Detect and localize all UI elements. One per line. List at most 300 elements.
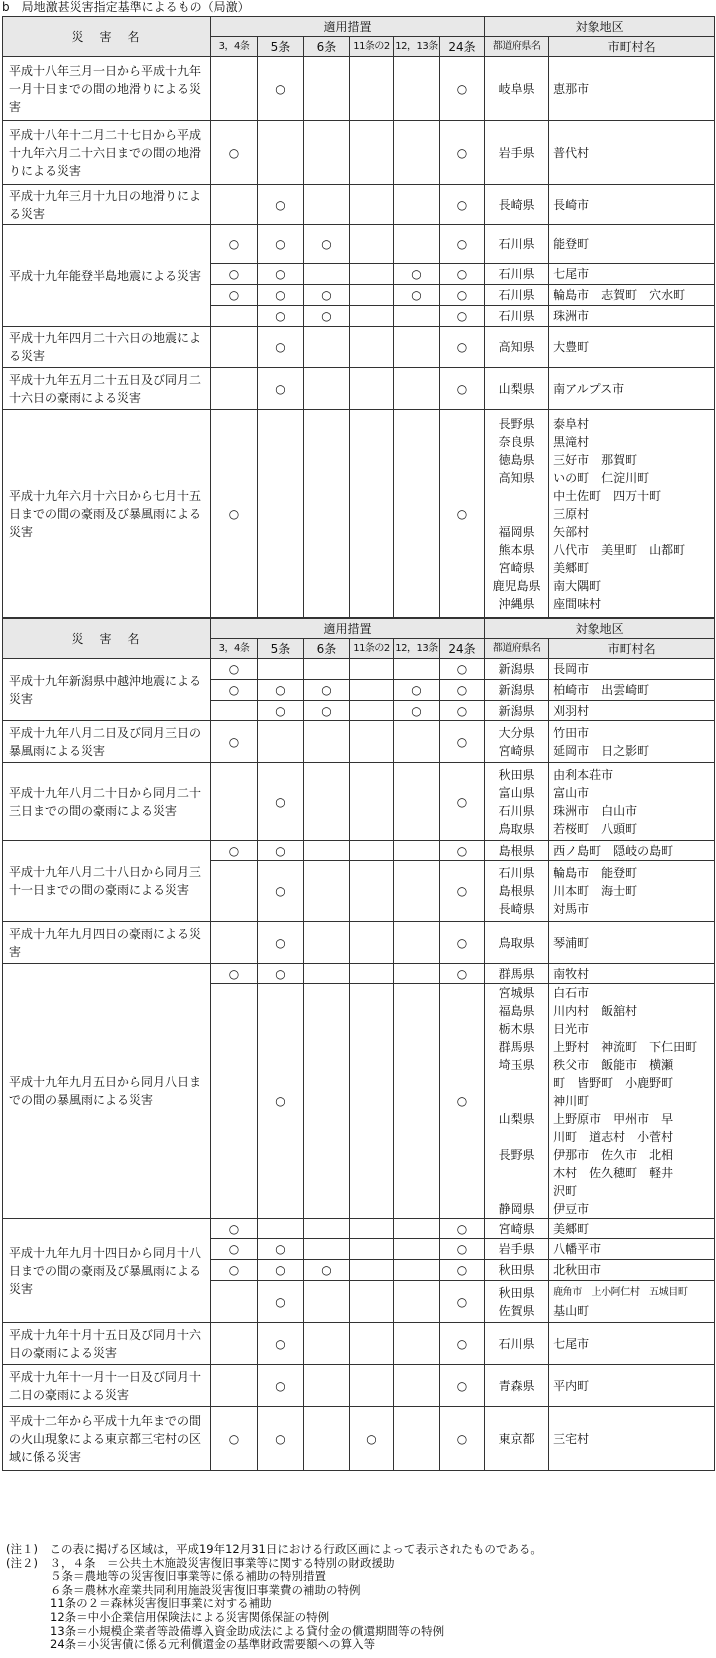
municipality-cell <box>549 964 715 984</box>
prefecture-name: 熊本県 <box>498 542 535 557</box>
measure-cell <box>258 964 304 984</box>
municipality-name: 恵那市 <box>553 81 590 96</box>
measure-cell <box>394 721 440 763</box>
prefecture-name: 岐阜県 <box>498 81 535 96</box>
circle-mark: ○ <box>456 935 468 950</box>
disaster-name: 平成十九年四月二十六日の地震による災害 <box>3 327 211 368</box>
prefecture-cell <box>485 410 549 618</box>
measure-cell <box>304 264 350 285</box>
disaster-name: 平成十九年能登半島地震による災害 <box>3 225 211 327</box>
prefecture-name <box>485 1164 548 1182</box>
municipality-name: 輪島市 志賀町 穴水町 <box>553 288 686 302</box>
municipality-name: 竹田市 <box>553 725 590 740</box>
circle-mark: ○ <box>456 1294 468 1309</box>
circle-mark: ○ <box>411 683 422 697</box>
measure-cell <box>211 922 258 964</box>
measure-cell <box>211 1365 258 1407</box>
circle-mark: ○ <box>456 683 468 697</box>
municipality-name: 日光市 <box>553 1022 590 1036</box>
prefecture-cell <box>485 763 549 841</box>
prefecture-cell <box>485 57 549 121</box>
measure-cell <box>258 1260 304 1281</box>
header-measure-col: 5条 <box>258 37 304 57</box>
circle-mark: ○ <box>321 1263 332 1277</box>
circle-mark: ○ <box>275 1336 286 1351</box>
measure-cell <box>304 861 350 922</box>
measure-cell <box>350 763 394 841</box>
measure-cell <box>304 680 350 701</box>
municipality-name: 長岡市 <box>553 662 590 676</box>
measure-cell <box>211 327 258 368</box>
municipality-cell <box>549 659 715 680</box>
measure-cell <box>440 984 485 1219</box>
circle-mark: ○ <box>456 145 468 160</box>
measure-cell <box>350 1260 394 1281</box>
measure-cell <box>394 861 440 922</box>
circle-mark: ○ <box>321 309 332 323</box>
measure-cell <box>304 285 350 306</box>
measure-cell <box>258 285 304 306</box>
measure-cell <box>350 1407 394 1471</box>
measure-cell <box>211 701 258 721</box>
disaster-name: 平成十九年九月十四日から同月十八日までの間の豪雨及び暴風雨による災害 <box>3 1219 211 1323</box>
measure-cell <box>394 659 440 680</box>
municipality-cell <box>549 225 715 264</box>
measure-cell <box>211 410 258 618</box>
prefecture-name: 鹿児島県 <box>492 578 541 593</box>
prefecture-name: 栃木県 <box>498 1022 535 1036</box>
header-municipality: 市町村名 <box>549 37 715 57</box>
municipality-cell <box>549 57 715 121</box>
prefecture-name: 島根県 <box>498 884 535 898</box>
municipality-name: 普代村 <box>553 145 590 160</box>
measure-cell <box>304 984 350 1219</box>
measure-cell <box>258 225 304 264</box>
municipality-name: 延岡市 日之影町 <box>553 743 650 758</box>
municipality-cell <box>549 185 715 225</box>
measure-cell <box>211 1239 258 1260</box>
measure-cell <box>350 1219 394 1239</box>
table-row <box>3 225 715 264</box>
prefecture-name: 岩手県 <box>498 1242 535 1256</box>
circle-mark: ○ <box>275 884 286 898</box>
measure-cell <box>350 721 394 763</box>
measure-cell <box>394 185 440 225</box>
municipality-name: 秩父市 飯能市 横瀬 <box>553 1058 674 1072</box>
municipality-name: いの町 仁淀川町 <box>553 470 650 485</box>
measure-cell <box>350 1239 394 1260</box>
measure-cell <box>258 121 304 185</box>
header-disaster-name: 災 害 名 <box>3 17 211 57</box>
municipality-name: 矢部村 <box>553 524 590 539</box>
measure-cell <box>258 984 304 1219</box>
municipality-name: 七尾市 <box>553 267 590 281</box>
table-row <box>3 964 715 984</box>
header-measures: 適用措置 <box>211 619 485 639</box>
measure-cell <box>440 964 485 984</box>
circle-mark: ○ <box>275 1263 286 1277</box>
prefecture-cell <box>485 121 549 185</box>
measure-cell <box>440 121 485 185</box>
prefecture-name: 沖縄県 <box>498 596 535 611</box>
measure-cell <box>350 225 394 264</box>
prefecture-name <box>485 505 548 523</box>
municipality-name: 川内村 飯舘村 <box>553 1004 638 1018</box>
municipality-name: 中土佐町 四万十町 <box>553 488 662 503</box>
prefecture-name: 奈良県 <box>498 434 535 449</box>
disaster-name: 平成十八年十二月二十七日から平成十九年六月二十六日までの間の地滑りによる災害 <box>3 121 211 185</box>
header-measure-col: 12，13条 <box>394 37 440 57</box>
circle-mark: ○ <box>275 935 286 950</box>
measure-cell <box>394 964 440 984</box>
circle-mark: ○ <box>275 381 286 396</box>
municipality-name: 伊那市 佐久市 北相 <box>553 1148 674 1162</box>
municipality-name: 大豊町 <box>553 340 590 354</box>
municipality-cell <box>549 763 715 841</box>
prefecture-name: 青森県 <box>498 1378 535 1393</box>
circle-mark: ○ <box>456 1242 468 1256</box>
municipality-name: 富山市 <box>553 785 590 800</box>
measure-cell <box>304 185 350 225</box>
note-line: 12条＝中小企業信用保険法による災害関係保証の特例 <box>50 1609 330 1624</box>
municipality-name: 神川町 <box>553 1094 590 1108</box>
measure-cell <box>258 922 304 964</box>
circle-mark: ○ <box>275 1242 286 1256</box>
circle-mark: ○ <box>456 197 468 212</box>
municipality-cell <box>549 1365 715 1407</box>
circle-mark: ○ <box>456 1431 468 1446</box>
prefecture-name: 石川県 <box>498 288 535 302</box>
measure-cell <box>211 964 258 984</box>
measure-cell <box>304 225 350 264</box>
circle-mark: ○ <box>228 237 240 251</box>
prefecture-name: 山梨県 <box>498 381 535 396</box>
municipality-name: 基山町 <box>553 1303 590 1318</box>
circle-mark: ○ <box>228 1221 240 1236</box>
disaster-name: 平成十九年九月四日の豪雨による災害 <box>3 922 211 964</box>
municipality-cell <box>549 984 715 1219</box>
prefecture-name <box>485 487 548 505</box>
circle-mark: ○ <box>228 966 240 981</box>
measure-cell <box>440 368 485 410</box>
disaster-name: 平成十九年五月二十五日及び同月二十六日の豪雨による災害 <box>3 368 211 410</box>
table-row <box>3 721 715 763</box>
municipality-name: 川町 道志村 小菅村 <box>553 1130 674 1144</box>
prefecture-name: 長崎県 <box>498 197 535 212</box>
circle-mark: ○ <box>456 794 468 809</box>
municipality-name: 三好市 那賀町 <box>553 452 638 467</box>
measure-cell <box>350 984 394 1219</box>
measure-cell <box>440 922 485 964</box>
measure-cell <box>350 185 394 225</box>
header-measure-col: 12，13条 <box>394 639 440 659</box>
circle-mark: ○ <box>456 843 468 858</box>
prefecture-name: 秋田県 <box>498 1285 535 1300</box>
measure-cell <box>440 680 485 701</box>
measure-cell <box>440 763 485 841</box>
circle-mark: ○ <box>456 340 468 354</box>
circle-mark: ○ <box>321 703 332 718</box>
measure-cell <box>258 264 304 285</box>
measure-cell <box>211 1260 258 1281</box>
circle-mark: ○ <box>456 237 468 251</box>
prefecture-cell <box>485 964 549 984</box>
prefecture-cell <box>485 1323 549 1365</box>
municipality-name: 上野原市 甲州市 早 <box>553 1112 674 1126</box>
measure-cell <box>350 680 394 701</box>
circle-mark: ○ <box>456 309 468 323</box>
prefecture-name: 石川県 <box>498 803 535 818</box>
circle-mark: ○ <box>275 267 286 281</box>
measure-cell <box>440 285 485 306</box>
measure-cell <box>258 841 304 861</box>
disaster-name: 平成十九年六月十六日から七月十五日までの間の豪雨及び暴風雨による災害 <box>3 410 211 618</box>
prefecture-name: 群馬県 <box>498 1040 535 1054</box>
municipality-name: 西ノ島町 隠岐の島町 <box>553 843 674 858</box>
prefecture-name: 島根県 <box>498 843 535 858</box>
circle-mark: ○ <box>228 843 240 858</box>
measure-cell <box>211 225 258 264</box>
prefecture-name: 富山県 <box>498 785 535 800</box>
measure-cell <box>350 659 394 680</box>
circle-mark: ○ <box>456 288 468 302</box>
measure-cell <box>304 659 350 680</box>
municipality-cell <box>549 721 715 763</box>
municipality-name: 琴浦町 <box>553 935 590 950</box>
prefecture-name: 石川県 <box>498 309 535 323</box>
municipality-name: 輪島市 能登町 <box>553 866 638 880</box>
header-row <box>3 17 715 37</box>
measure-cell <box>258 701 304 721</box>
circle-mark: ○ <box>228 145 240 160</box>
measure-cell <box>394 1260 440 1281</box>
measure-cell <box>211 1407 258 1471</box>
municipality-name: 沢町 <box>553 1184 578 1198</box>
measure-cell <box>350 57 394 121</box>
measure-cell <box>211 1323 258 1365</box>
measure-cell <box>394 368 440 410</box>
measure-cell <box>304 763 350 841</box>
measure-cell <box>258 185 304 225</box>
circle-mark: ○ <box>228 1242 240 1256</box>
municipality-cell <box>549 368 715 410</box>
measure-cell <box>350 964 394 984</box>
measure-cell <box>394 763 440 841</box>
prefecture-cell <box>485 327 549 368</box>
prefecture-name: 新潟県 <box>498 683 535 697</box>
measure-cell <box>440 1365 485 1407</box>
disaster-name: 平成十九年十一月十一日及び同月十二日の豪雨による災害 <box>3 1365 211 1407</box>
measure-cell <box>211 680 258 701</box>
circle-mark: ○ <box>275 966 286 981</box>
header-measure-col: 5条 <box>258 639 304 659</box>
prefecture-name: 高知県 <box>498 470 535 485</box>
municipality-name: 鹿角市 上小阿仁村 五城目町 <box>553 1286 688 1298</box>
note-line: (注２) ３，４条 ＝公共土木施設災害復旧事業等に関する特別の財政援助 <box>6 1555 395 1570</box>
measure-cell <box>394 701 440 721</box>
municipality-name: 北秋田市 <box>553 1263 602 1277</box>
prefecture-name: 東京都 <box>498 1431 535 1446</box>
municipality-name: 対馬市 <box>553 902 590 916</box>
circle-mark: ○ <box>456 1263 468 1277</box>
measure-cell <box>350 410 394 618</box>
header-measure-col: 6条 <box>304 639 350 659</box>
circle-mark: ○ <box>366 1431 377 1446</box>
measure-cell <box>211 185 258 225</box>
note-line: ５条＝農地等の災害復旧事業等に係る補助の特別措置 <box>50 1569 326 1584</box>
circle-mark: ○ <box>456 506 468 521</box>
municipality-name: 上野村 神流町 下仁田町 <box>553 1040 698 1054</box>
municipality-cell <box>549 1323 715 1365</box>
disaster-name: 平成十九年八月二十日から同月二十三日までの間の豪雨による災害 <box>3 763 211 841</box>
municipality-name: 南アルプス市 <box>553 381 625 396</box>
measure-cell <box>304 327 350 368</box>
measure-cell <box>211 264 258 285</box>
municipality-cell <box>549 861 715 922</box>
measure-cell <box>350 922 394 964</box>
prefecture-name: 宮崎県 <box>498 560 535 575</box>
municipality-name: 若桜町 八頭町 <box>553 821 638 836</box>
municipality-name: 珠洲市 白山市 <box>553 803 638 818</box>
header-prefecture: 都道府県名 <box>485 639 549 659</box>
circle-mark: ○ <box>228 288 240 302</box>
circle-mark: ○ <box>275 237 286 251</box>
disaster-name: 平成十九年三月十九日の地滑りによる災害 <box>3 185 211 225</box>
measure-cell <box>258 57 304 121</box>
circle-mark: ○ <box>228 506 240 521</box>
prefecture-cell <box>485 1239 549 1260</box>
prefecture-cell <box>485 861 549 922</box>
circle-mark: ○ <box>275 1378 286 1393</box>
municipality-cell <box>549 327 715 368</box>
measure-cell <box>440 1219 485 1239</box>
prefecture-cell <box>485 721 549 763</box>
measure-cell <box>394 121 440 185</box>
prefecture-cell <box>485 1219 549 1239</box>
municipality-name: 南大隅町 <box>553 578 602 593</box>
header-measure-col: 24条 <box>440 37 485 57</box>
measure-cell <box>350 306 394 327</box>
measure-cell <box>304 306 350 327</box>
municipality-name: 平内町 <box>553 1378 590 1393</box>
table-row <box>3 922 715 964</box>
measure-cell <box>258 763 304 841</box>
measure-cell <box>304 1407 350 1471</box>
circle-mark: ○ <box>228 734 240 749</box>
prefecture-name <box>485 1128 548 1146</box>
disaster-name: 平成十九年十月十五日及び同月十六日の豪雨による災害 <box>3 1323 211 1365</box>
header-disaster-name: 災 害 名 <box>3 619 211 659</box>
measure-cell <box>440 57 485 121</box>
measure-cell <box>211 984 258 1219</box>
measure-cell <box>258 721 304 763</box>
prefecture-name: 佐賀県 <box>498 1303 535 1318</box>
prefecture-cell <box>485 659 549 680</box>
measure-cell <box>350 368 394 410</box>
municipality-name: 由利本荘市 <box>553 767 614 782</box>
measure-cell <box>211 861 258 922</box>
municipality-cell <box>549 841 715 861</box>
municipality-cell <box>549 1260 715 1281</box>
circle-mark: ○ <box>275 703 286 718</box>
measure-cell <box>394 225 440 264</box>
municipality-cell <box>549 410 715 618</box>
prefecture-name: 福島県 <box>498 1004 535 1018</box>
prefecture-name: 宮城県 <box>498 986 535 1000</box>
circle-mark: ○ <box>456 1378 468 1393</box>
measure-cell <box>211 659 258 680</box>
measure-cell <box>258 1323 304 1365</box>
measure-cell <box>304 721 350 763</box>
measure-cell <box>440 1239 485 1260</box>
circle-mark: ○ <box>228 662 240 676</box>
disaster-name: 平成十九年八月二日及び同月三日の暴風雨による災害 <box>3 721 211 763</box>
circle-mark: ○ <box>228 683 240 697</box>
municipality-name: 長崎市 <box>553 197 590 212</box>
table-row <box>3 57 715 121</box>
prefecture-name: 長野県 <box>498 416 535 431</box>
measure-cell <box>211 121 258 185</box>
prefecture-name: 宮崎県 <box>498 1221 535 1236</box>
measure-cell <box>258 1239 304 1260</box>
measure-cell <box>440 701 485 721</box>
circle-mark: ○ <box>275 81 286 96</box>
measure-cell <box>258 1407 304 1471</box>
disaster-name: 平成十九年新潟県中越沖地震による災害 <box>3 659 211 721</box>
circle-mark: ○ <box>456 884 468 898</box>
measure-cell <box>350 121 394 185</box>
prefecture-cell <box>485 701 549 721</box>
table-row <box>3 763 715 841</box>
measure-cell <box>440 327 485 368</box>
measure-cell <box>394 285 440 306</box>
prefecture-cell <box>485 306 549 327</box>
measure-cell <box>394 984 440 1219</box>
municipality-cell <box>549 680 715 701</box>
table-row <box>3 368 715 410</box>
note-line: (注１) この表に掲げる区域は，平成19年12月31日における行政区画によって表示されたものである。 <box>6 1542 542 1556</box>
measure-cell <box>350 1323 394 1365</box>
note-line: 13条＝小規模企業者等設備導入資金助成法による貸付金の償還期間等の特例 <box>50 1623 445 1638</box>
measure-cell <box>211 721 258 763</box>
municipality-name: 三宅村 <box>553 1431 590 1446</box>
circle-mark: ○ <box>456 267 468 281</box>
header-measure-col: 24条 <box>440 639 485 659</box>
measure-cell <box>304 964 350 984</box>
municipality-name: 座間味村 <box>553 596 602 611</box>
prefecture-name <box>485 1074 548 1092</box>
measure-cell <box>350 1281 394 1323</box>
prefecture-name: 石川県 <box>498 866 535 880</box>
prefecture-name: 大分県 <box>498 725 535 740</box>
circle-mark: ○ <box>275 309 286 323</box>
table-row <box>3 121 715 185</box>
measure-cell <box>304 1281 350 1323</box>
disaster-name: 平成十九年八月二十八日から同月三十一日までの間の豪雨による災害 <box>3 841 211 922</box>
municipality-name: 三原村 <box>553 506 590 521</box>
header-area: 対象地区 <box>485 619 715 639</box>
municipality-name: 南牧村 <box>553 966 590 981</box>
measure-cell <box>258 1219 304 1239</box>
header-row <box>3 619 715 639</box>
table-row <box>3 327 715 368</box>
measure-cell <box>394 57 440 121</box>
header-area: 対象地区 <box>485 17 715 37</box>
circle-mark: ○ <box>456 1094 468 1108</box>
prefecture-name: 石川県 <box>498 267 535 281</box>
measure-cell <box>304 368 350 410</box>
header-prefecture: 都道府県名 <box>485 37 549 57</box>
